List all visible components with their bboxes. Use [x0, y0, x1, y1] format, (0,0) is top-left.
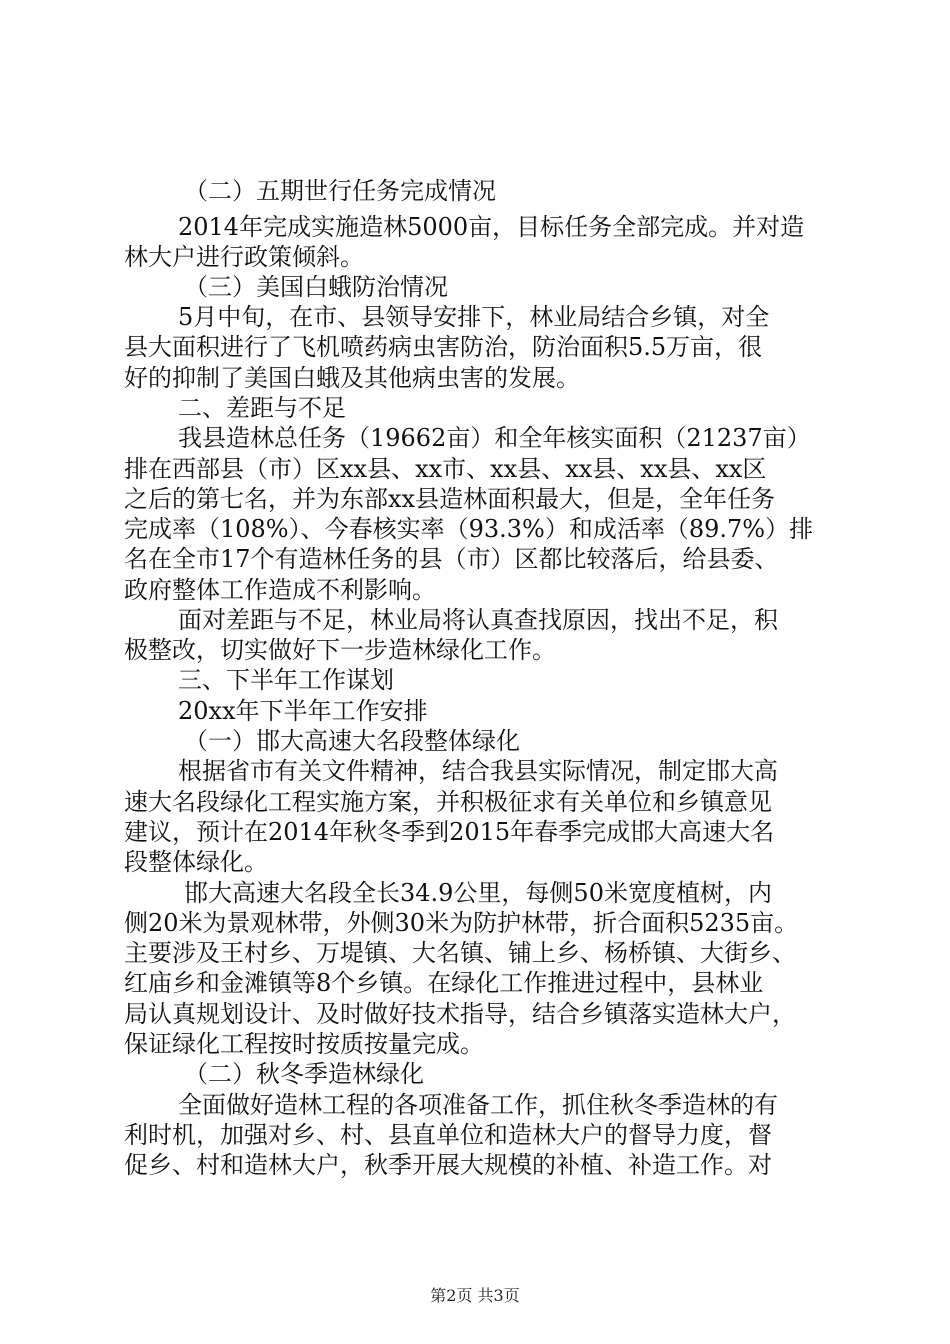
paragraph-line: 全面做好造林工程的各项准备工作，抓住秋冬季造林的有: [178, 1091, 778, 1119]
section-heading: 三、下半年工作谋划: [178, 666, 394, 694]
section-heading: （二）秋冬季造林绿化: [184, 1060, 424, 1088]
paragraph-line: 2014年完成实施造林5000亩，目标任务全部完成。并对造: [178, 213, 805, 241]
section-heading: （三）美国白蛾防治情况: [184, 273, 448, 301]
paragraph-line: 根据省市有关文件精神，结合我县实际情况，制定邯大高: [178, 757, 778, 785]
paragraph-line: 5月中旬，在市、县领导安排下，林业局结合乡镇，对全: [178, 303, 770, 331]
paragraph-line: 面对差距与不足，林业局将认真查找原因，找出不足，积: [178, 606, 778, 634]
paragraph-line: 建议，预计在2014年秋冬季到2015年春季完成邯大高速大名: [124, 818, 775, 846]
paragraph-line: 林大户进行政策倾斜。: [124, 243, 364, 271]
paragraph-line: 侧20米为景观林带，外侧30米为防护林带，折合面积5235亩。: [124, 909, 799, 937]
paragraph-line: 之后的第七名，并为东部xx县造林面积最大，但是，全年任务: [124, 485, 776, 513]
paragraph-line: 利时机，加强对乡、村、县直单位和造林大户的督导力度，督: [124, 1121, 772, 1149]
paragraph-line: 主要涉及王村乡、万堤镇、大名镇、铺上乡、杨桥镇、大街乡、: [124, 939, 796, 967]
paragraph-line: 局认真规划设计、及时做好技术指导，结合乡镇落实造林大户，: [124, 1000, 796, 1028]
paragraph-line: 我县造林总任务（19662亩）和全年核实面积（21237亩）: [178, 424, 811, 452]
paragraph-line: 极整改，切实做好下一步造林绿化工作。: [124, 636, 556, 664]
paragraph-line: 段整体绿化。: [124, 848, 268, 876]
paragraph-line: 排在西部县（市）区xx县、xx市、xx县、xx县、xx县、xx区: [124, 455, 767, 483]
paragraph-line: 红庙乡和金滩镇等8个乡镇。在绿化工作推进过程中，县林业: [124, 969, 764, 997]
page-footer: 第2页 共3页: [430, 1286, 520, 1305]
paragraph-line: 名在全市17个有造林任务的县（市）区都比较落后，给县委、: [124, 545, 779, 573]
section-heading: （二）五期世行任务完成情况: [184, 177, 496, 205]
section-heading: 20xx年下半年工作安排: [178, 697, 428, 725]
paragraph-line: 政府整体工作造成不利影响。: [124, 576, 436, 604]
section-heading: （一）邯大高速大名段整体绿化: [184, 727, 520, 755]
paragraph-line: 速大名段绿化工程实施方案，并积极征求有关单位和乡镇意见: [124, 788, 772, 816]
paragraph-line: 保证绿化工程按时按质按量完成。: [124, 1030, 484, 1058]
paragraph-line: 邯大高速大名段全长34.9公里，每侧50米宽度植树，内: [184, 879, 772, 907]
paragraph-line: 县大面积进行了飞机喷药病虫害防治，防治面积5.5万亩，很: [124, 333, 763, 361]
paragraph-line: 促乡、村和造林大户，秋季开展大规模的补植、补造工作。对: [124, 1151, 772, 1179]
section-heading: 二、差距与不足: [178, 394, 346, 422]
paragraph-line: 好的抑制了美国白蛾及其他病虫害的发展。: [124, 364, 580, 392]
paragraph-line: 完成率（108%）、今春核实率（93.3%）和成活率（89.7%）排: [124, 515, 814, 543]
